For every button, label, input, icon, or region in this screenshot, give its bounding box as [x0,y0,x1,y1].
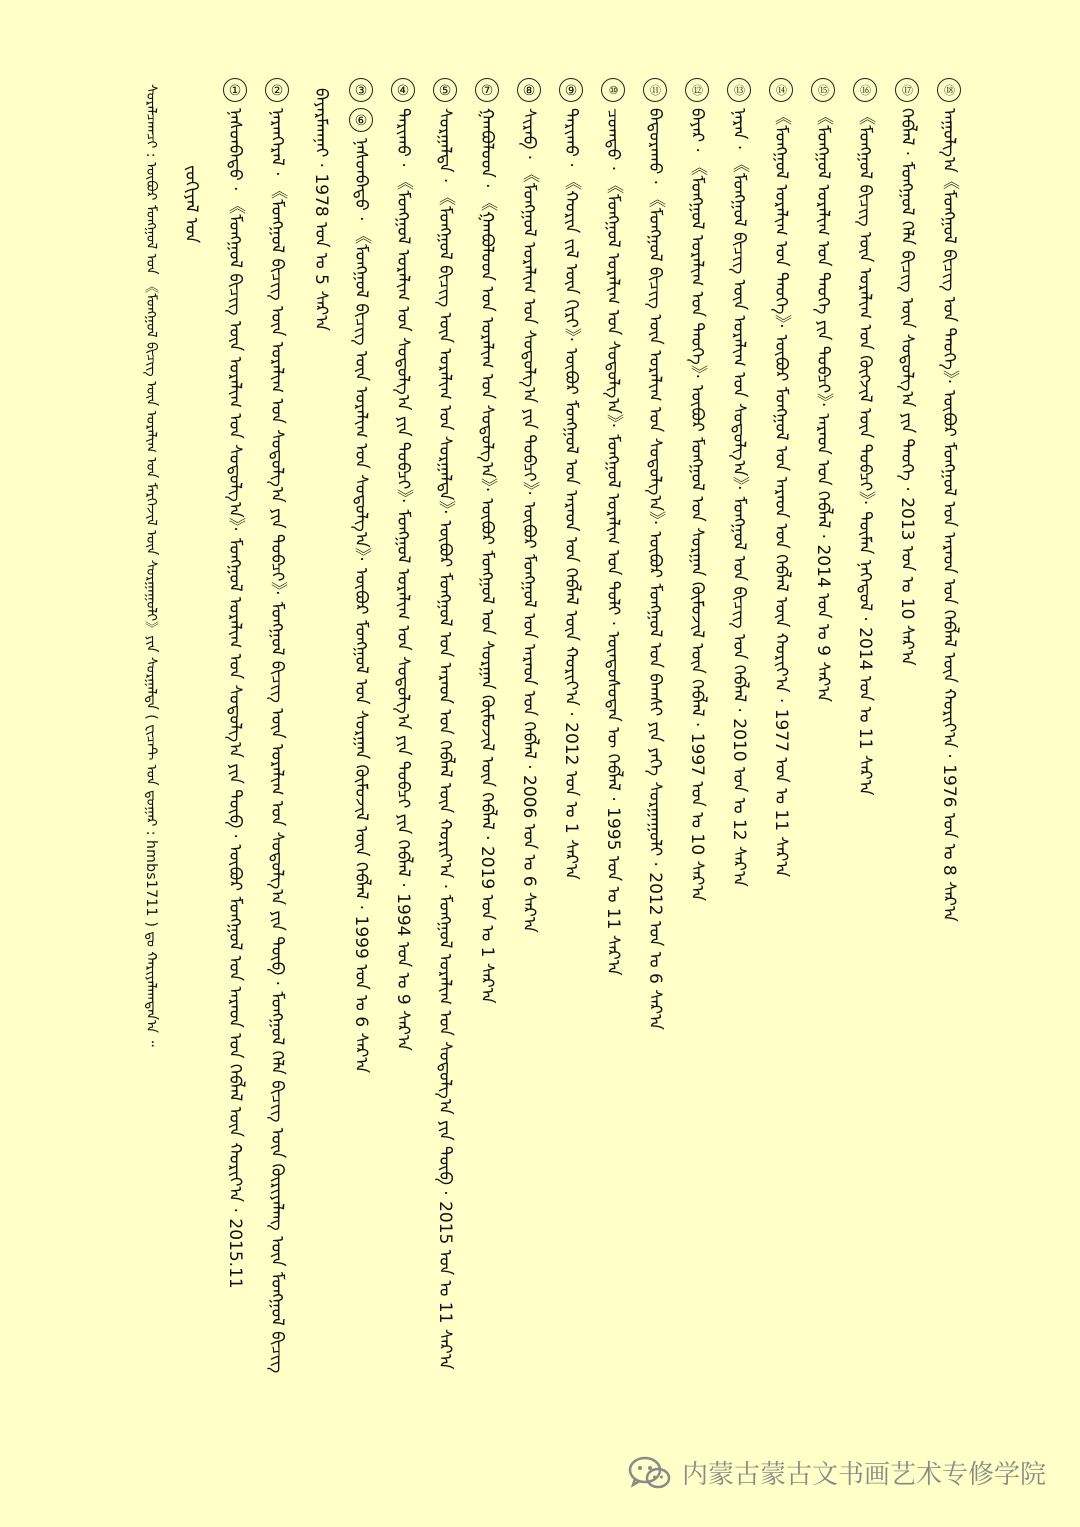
footer-note: ᠰᠤᠷᠠᠯᠴᠠᠭᠴᠢ : ᠥᠪᠥᠷ ᠮᠣᠩᠭᠣᠯ ᠤᠨ 《ᠮᠣᠩᠭᠣᠯ ᠪᠢᠴᠢᠭ ᠦᠨ ᠤᠷᠠᠯᠢᠭ ᠤᠨ ᠮᠡᠷᠭᠡᠵᠢᠯ ᠦᠨ ᠰᠤᠷᠭᠠᠭᠤᠯᠢ》ᠶᠢᠨ ᠰᠤᠷᠭᠠᠯᠳᠠ ( ᠸᠢᠴᠠᠲ ᠤᠨ ᠳ᠋ᠤᠭᠠᠷ : hmbs1711 ) ᠳᠤ ᠬᠠᠷᠢᠶᠠᠯᠠᠭᠳᠠᠨ᠎ᠠ ᠃ [143,84,159,1047]
reference-entry [556,78,586,880]
entry-number: ⑤ [433,78,457,102]
reference-entry [514,78,544,933]
reference-entry [472,78,502,1004]
entry-number: ① [223,78,247,102]
entry-number: ⑩ [601,78,625,102]
entry-text: ᠨᠠᠷᠠᠨᠭᠡᠷᠡᠯ · 《ᠮᠣᠩᠭᠣᠯ ᠪᠢᠴᠢᠭ ᠦᠨ ᠤᠷᠠᠯᠢᠭ ᠤᠨ ᠰᠤᠳᠤᠯᠭ᠎ᠠ ᠶᠢᠨ ᠲᠣᠪᠴᠢ》· ᠮᠣᠩᠭᠣᠯ ᠪᠢᠴᠢᠭ ᠦᠨ ᠤᠷᠠᠯᠢᠭ ᠤᠨ ᠰᠤᠳᠤᠯᠭ᠎ᠠ ᠶᠢᠨ ᠲᠦᠪ · ᠮᠣᠩᠭᠣᠯ ᠬᠡᠯᠡ ᠪᠢᠴᠢᠭ ᠦᠨ ᠬᠥᠷᠢᠶᠡᠯᠡᠩ ᠦᠨ ᠮᠣᠩᠭᠣᠯ ᠪᠢᠴᠢᠭ [267,108,287,1374]
author-note: ᠵᠣᠬᠢᠶᠠᠯ ᠤᠨ [181,165,201,244]
entry-number: ⑭ [769,78,793,102]
reference-entry [892,78,922,666]
entry-text: ᠭᠠᠨᠪᠣᠯᠣᠳ · 《ᠭᠠᠨᠪᠣᠯᠣᠳ ᠤᠨ ᠤᠷᠠᠯᠢᠭ ᠤᠨ ᠰᠤᠳᠤᠯᠭ᠎ᠠ》· ᠥᠪᠥᠷ ᠮᠣᠩᠭᠣᠯ ᠤᠨ ᠰᠤᠷᠭᠠᠨ ᠬᠥᠮᠦᠵᠢᠯ ᠦᠨ ᠬᠡᠪᠯᠡᠯ · 2019 ᠣᠨ ᠤ 1 ᠰᠠᠷ᠎ᠠ [477,108,497,1004]
entry-text: ᠨᠠᠰᠤᠨᠪᠠᠲᠤ · 《ᠮᠣᠩᠭᠣᠯ ᠪᠢᠴᠢᠭ ᠦᠨ ᠤᠷᠠᠯᠢᠭ ᠤᠨ ᠰᠤᠳᠤᠯᠭ᠎ᠠ》· ᠥᠪᠥᠷ ᠮᠣᠩᠭᠣᠯ ᠤᠨ ᠰᠤᠷᠭᠠᠨ ᠬᠥᠮᠦᠵᠢᠯ ᠦᠨ ᠬᠡᠪᠯᠡᠯ · 1999 ᠣᠨ ᠤ 6 ᠰᠠᠷ᠎ᠠ [351,138,371,1074]
reference-entry [766,78,796,877]
entry-number: ⑰ [895,78,919,102]
entry-text: 《ᠮᠣᠩᠭᠣᠯ ᠪᠢᠴᠢᠭ ᠦᠨ ᠤᠷᠠᠯᠢᠭ ᠤᠨ ᠬᠥᠭᠵᠢᠯ ᠦᠨ ᠲᠣᠪᠴᠢ》· ᠲᠦᠮᠡᠨ ᠨᠡᠭᠡᠳᠦᠯ · 2014 ᠣᠨ ᠤ 11 ᠰᠠᠷ᠎ᠠ [855,108,875,796]
reference-entry [598,78,628,976]
entry-number: ⑫ [685,78,709,102]
entry-text: 《ᠮᠣᠩᠭᠣᠯ ᠤᠷᠠᠯᠢᠭ ᠤᠨ ᠲᠡᠦᠬᠡ ᠶᠢᠨ ᠲᠣᠪᠴᠢ》· ᠠᠷᠠᠳ ᠤᠨ ᠬᠡᠪᠯᠡᠯ · 2014 ᠣᠨ ᠤ 9 ᠰᠠᠷ᠎ᠠ [813,108,833,703]
entry-number: ③ [349,78,373,102]
entry-number: ⑮ [811,78,835,102]
entry-number: ④ [391,78,415,102]
entry-number: ⑬ [727,78,751,102]
entry-number: ⑪ [643,78,667,102]
entry-text: ᠰᠤᠷᠭᠠᠯᠳᠠ · 《ᠮᠣᠩᠭᠣᠯ ᠪᠢᠴᠢᠭ ᠦᠨ ᠤᠷᠠᠯᠢᠭ ᠤᠨ ᠰᠤᠷᠭᠠᠯᠳᠠ》· ᠥᠪᠥᠷ ᠮᠣᠩᠭᠣᠯ ᠤᠨ ᠠᠷᠠᠳ ᠤᠨ ᠬᠡᠪᠯᠡᠯ ᠦᠨ ᠬᠣᠷᠢᠶ᠎ᠠ · ᠮᠣᠩᠭᠣᠯ ᠤᠷᠠᠯᠢᠭ ᠤᠨ ᠰᠤᠳᠤᠯᠭ᠎ᠠ ᠶᠢᠨ ᠲᠦᠪ · 2015 ᠣᠨ ᠤ 11 ᠰᠠᠷ᠎ᠠ [435,108,455,1370]
reference-entry [850,78,880,796]
reference-entry [430,78,460,1370]
entry-text: ᠪᠠᠶᠠᠷᠮᠠᠭᠨᠠᠢ · 1978 ᠣᠨ ᠤ 5 ᠰᠠᠷ᠎ᠠ [311,88,331,332]
reference-entry [388,78,418,1051]
entry-text: ᠳᠠᠷᠢᠬᠤ · 《ᠮᠣᠩᠭᠣᠯ ᠤᠷᠠᠯᠢᠭ ᠤᠨ ᠰᠤᠳᠤᠯᠭ᠎ᠠ ᠶᠢᠨ ᠲᠣᠪᠴᠢ》· ᠮᠣᠩᠭᠣᠯ ᠤᠷᠠᠯᠢᠭ ᠤᠨ ᠰᠤᠳᠤᠯᠭ᠎ᠠ ᠶᠢᠨ ᠲᠣᠪᠴᠢ ᠶᠢᠨ ᠬᠡᠪᠯᠡᠯ · 1994 ᠣᠨ ᠤ 9 ᠰᠠᠷ᠎ᠠ [393,108,413,1051]
reference-entry [262,78,292,1373]
entry-number: ⑱ [937,78,961,102]
reference-entry [724,78,754,887]
entry-text: ᠳᠠᠷᠢᠬᠤ · 《ᠬᠣᠷᠢᠨ ᠵᠢᠯ ᠦᠨ ᠬᠢᠷᠢ》· ᠥᠪᠥᠷ ᠮᠣᠩᠭᠣᠯ ᠤᠨ ᠠᠷᠠᠳ ᠤᠨ ᠬᠡᠪᠯᠡᠯ ᠦᠨ ᠬᠣᠷᠢᠶ᠎ᠠ · 2012 ᠣᠨ ᠤ 1 ᠰᠠᠷ᠎ᠠ [561,108,581,880]
entry-text: ᠴᠣᠭᠲᠤ · 《ᠮᠣᠩᠭᠣᠯ ᠤᠷᠠᠯᠢᠭ ᠤᠨ ᠰᠤᠳᠤᠯᠭ᠎ᠠ》· ᠮᠣᠩᠭᠣᠯ ᠤᠷᠠᠯᠢᠭ ᠤᠨ ᠲᠣᠯᠢ · ᠦᠨᠳᠦᠰᠦᠲᠡᠨ ᠦ ᠬᠡᠪᠯᠡᠯ · 1995 ᠣᠨ ᠤ 11 ᠰᠠᠷ᠎ᠠ [603,108,623,976]
reference-entry [808,78,838,702]
entry-text: ᠪᠠᠶᠠᠷ · 《ᠮᠣᠩᠭᠣᠯ ᠤᠷᠠᠯᠢᠭ ᠤᠨ ᠲᠡᠦᠬᠡ》· ᠥᠪᠥᠷ ᠮᠣᠩᠭᠣᠯ ᠤᠨ ᠰᠤᠷᠭᠠᠨ ᠬᠥᠮᠦᠵᠢᠯ ᠦᠨ ᠬᠡᠪᠯᠡᠯ · 1997 ᠣᠨ ᠤ 10 ᠰᠠᠷ᠎ᠠ [687,108,707,902]
entry-text: ᠨᠠᠰᠤᠨᠪᠠᠲᠤ · 《ᠮᠣᠩᠭᠣᠯ ᠪᠢᠴᠢᠭ ᠦᠨ ᠤᠷᠠᠯᠢᠭ ᠤᠨ ᠰᠤᠳᠤᠯᠭ᠎ᠠ》· ᠮᠣᠩᠭᠣᠯ ᠤᠷᠠᠯᠢᠭ ᠤᠨ ᠰᠤᠳᠤᠯᠭ᠎ᠠ ᠶᠢᠨ ᠲᠦᠪ · ᠥᠪᠥᠷ ᠮᠣᠩᠭᠣᠯ ᠤᠨ ᠠᠷᠠᠳ ᠤᠨ ᠬᠡᠪᠯᠡᠯ ᠦᠨ ᠬᠣᠷᠢᠶ᠎ᠠ · 2015.11 [225,108,245,1289]
reference-entry [682,78,712,901]
entry-text: ᠨᠠᠷᠠᠨ · 《ᠮᠣᠩᠭᠣᠯ ᠪᠢᠴᠢᠭ ᠦᠨ ᠤᠷᠠᠯᠢᠭ ᠤᠨ ᠰᠤᠳᠤᠯᠭ᠎ᠠ》· ᠮᠣᠩᠭᠣᠯ ᠤᠨ ᠪᠢᠴᠢᠭ ᠤᠨ ᠬᠡᠪᠯᠡᠯ · 2010 ᠣᠨ ᠤ 12 ᠰᠠᠷ᠎ᠠ [729,108,749,887]
reference-entry [934,78,964,922]
reference-entry [640,78,670,1030]
watermark-text: 内蒙古蒙古文书画艺术专修学院 [681,1460,1046,1490]
reference-entry-continued [306,88,336,331]
entry-number: ⑦ [475,78,499,102]
entry-text: ᠠᠭᠤᠯᠭ᠎ᠠ《ᠮᠣᠩᠭᠣᠯ ᠪᠢᠴᠢᠭ ᠤᠨ ᠳᠡᠦᠬᠡ》· ᠥᠪᠥᠷ ᠮᠣᠩᠭᠣᠯ ᠤᠨ ᠠᠷᠠᠳ ᠤᠨ ᠬᠡᠪᠯᠡᠯ ᠦᠨ ᠬᠣᠷᠢᠶ᠎ᠠ · 1976 ᠣᠨ ᠤ 8 ᠰᠠᠷ᠎ᠠ [939,108,959,922]
entry-number: ⑥ [349,108,373,132]
entry-number: ⑯ [853,78,877,102]
watermark [628,1454,1046,1491]
entry-text: ᠰᠢᠷᠠᠪ · 《ᠮᠣᠩᠭᠣᠯ ᠤᠷᠠᠯᠢᠭ ᠤᠨ ᠰᠤᠳᠤᠯᠭ᠎ᠠ ᠶᠢᠨ ᠲᠣᠪᠴᠢ》· ᠥᠪᠥᠷ ᠮᠣᠩᠭᠣᠯ ᠤᠨ ᠠᠷᠠᠳ ᠤᠨ ᠬᠡᠪᠯᠡᠯ · 2006 ᠣᠨ ᠤ 6 ᠰᠠᠷ᠎ᠠ [519,108,539,933]
entry-text: ᠪᠠᠳᠤᠷᠠᠬᠤ · 《ᠮᠣᠩᠭᠣᠯ ᠪᠢᠴᠢᠭ ᠦᠨ ᠤᠷᠠᠯᠢᠭ ᠤᠨ ᠰᠤᠳᠤᠯᠭ᠎ᠠ》· ᠥᠪᠥᠷ ᠮᠣᠩᠭᠣᠯ ᠤᠨ ᠪᠠᠭᠰᠢ ᠶᠢᠨ ᠶᠡᠬᠡ ᠰᠤᠷᠭᠠᠭᠤᠯᠢ · 2012 ᠣᠨ ᠤ 6 ᠰᠠᠷ᠎ᠠ [645,108,665,1030]
wechat-icon [628,1455,672,1491]
entry-text: 《ᠮᠣᠩᠭᠣᠯ ᠤᠷᠠᠯᠢᠭ ᠤᠨ ᠲᠡᠦᠬᠡ》· ᠥᠪᠥᠷ ᠮᠣᠩᠭᠣᠯ ᠤᠨ ᠠᠷᠠᠳ ᠤᠨ ᠬᠡᠪᠯᠡᠯ ᠦᠨ ᠬᠣᠷᠢᠶ᠎ᠠ · 1977 ᠣᠨ ᠤ 11 ᠰᠠᠷ᠎ᠠ [771,108,791,878]
entry-number: ⑨ [559,78,583,102]
reference-entry [220,78,250,1289]
entry-text: ᠬᠡᠪᠯᠡᠯ · ᠮᠣᠩᠭᠣᠯ ᠬᠡᠯᠡ ᠪᠢᠴᠢᠭ ᠦᠨ ᠰᠤᠳᠤᠯᠭ᠎ᠠ ᠶᠢᠨ ᠲᠡᠦᠬᠡ · 2013 ᠣᠨ ᠤ 10 ᠰᠠᠷ᠎ᠠ [897,108,917,666]
reference-entry [346,78,376,1073]
entry-number: ② [265,78,289,102]
entry-number: ⑧ [517,78,541,102]
